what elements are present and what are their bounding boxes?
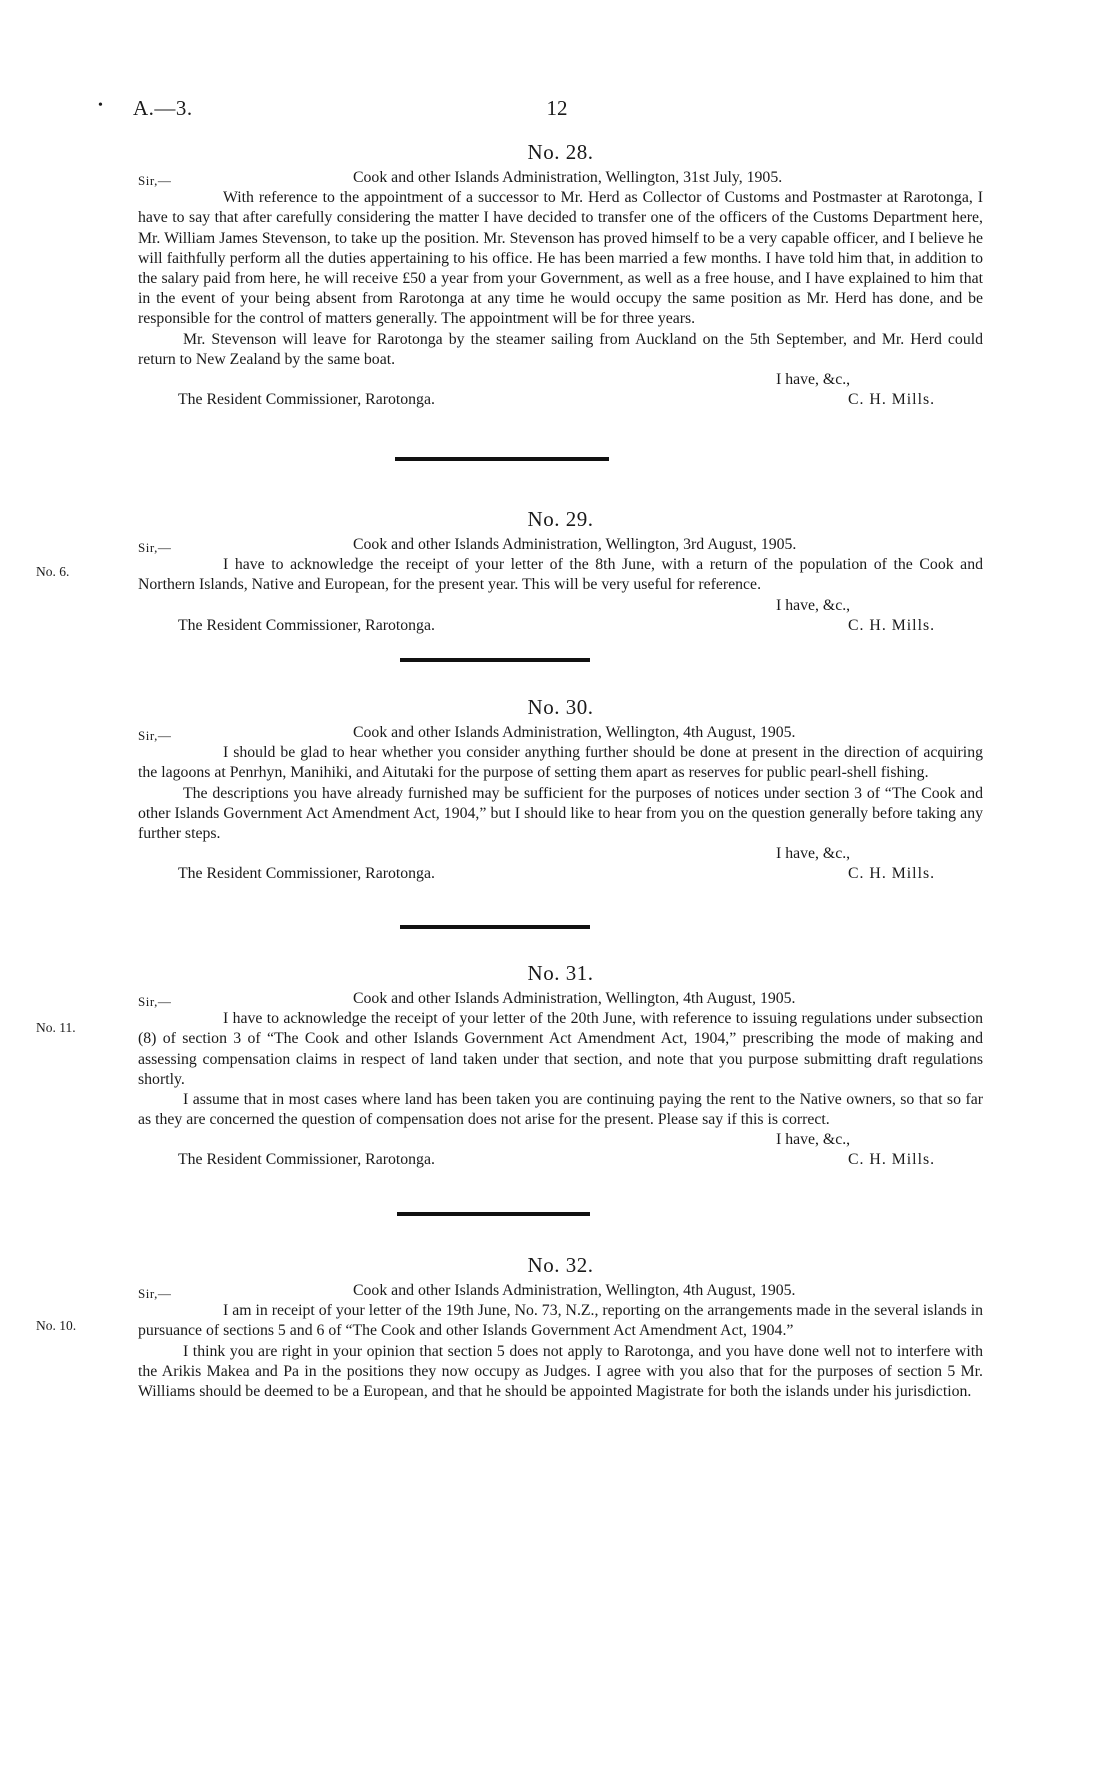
dateline: Cook and other Islands Administration, Wellington, 3rd August, 1905. bbox=[353, 536, 797, 554]
paragraph: I think you are right in your opinion that section 5 does not apply to Rarotonga, and you have done well not to interfere with the Arikis Makea and Pa in the positions they now occupy as Judges. I agree with you also that for the purposes of section 5 Mr. Williams should be deemed to be a European, and that he should be appointed Magistrate for both the islands under his jurisdiction. bbox=[138, 1342, 983, 1401]
letter-28 bbox=[138, 142, 983, 410]
salutation: Sir,— bbox=[138, 540, 172, 556]
signer: C. H. Mills. bbox=[848, 865, 936, 883]
letter-32 bbox=[138, 1255, 983, 1402]
letter-number: No. 31. bbox=[527, 961, 594, 985]
dateline: Cook and other Islands Administration, Wellington, 4th August, 1905. bbox=[353, 990, 796, 1008]
letter-30 bbox=[138, 697, 983, 884]
section-divider bbox=[400, 925, 590, 929]
signer: C. H. Mills. bbox=[848, 391, 936, 409]
letter-29 bbox=[138, 509, 983, 636]
salutation: Sir,— bbox=[138, 994, 172, 1010]
salutation: Sir,— bbox=[138, 1286, 172, 1302]
signature-block bbox=[138, 1130, 983, 1170]
paragraph: With reference to the appointment of a successor to Mr. Herd as Collector of Customs and Postmaster at Rarotonga, I have to say that after carefully considering the matter I have decided to transfer one of the officers of the Customs Department here, Mr. William James Stevenson, to take up the position. Mr. Stevenson has proved himself to be a very capable officer, and I believe he will faithfully perform all the duties appertaining to his office. He has been married a few months. I have told him that, in addition to the salary paid from here, he will receive £50 a year from your Government, as well as a free house, and I have explained to him that in the event of your being absent from Rarotonga at any time he would occupy the same position as Mr. Herd has done, and be responsible for the control of matters generally. The appointment will be for three years. bbox=[138, 189, 983, 328]
paragraph: I am in receipt of your letter of the 19th June, No. 73, N.Z., reporting on the arrangements made in the several islands in pursuance of sections 5 and 6 of “The Cook and other Islands Government Act Amendment Act, 1904.” bbox=[138, 1302, 983, 1340]
addressee: The Resident Commissioner, Rarotonga. bbox=[178, 616, 435, 634]
signature-block bbox=[138, 370, 983, 410]
letter-number: No. 30. bbox=[527, 695, 594, 719]
paragraph: I should be glad to hear whether you consider anything further should be done at present in the direction of acquiring the lagoons at Penrhyn, Manihiki, and Aitutaki for the purpose of setting them apart as reserves for public pearl-shell fishing. bbox=[138, 744, 983, 782]
letter-number: No. 29. bbox=[527, 507, 594, 531]
paragraph: Mr. Stevenson will leave for Rarotonga by the steamer sailing from Auckland on the 5th September, and Mr. Herd could return to New Zealand by the same boat. bbox=[138, 330, 983, 368]
dateline: Cook and other Islands Administration, Wellington, 4th August, 1905. bbox=[353, 1282, 796, 1300]
dateline: Cook and other Islands Administration, Wellington, 4th August, 1905. bbox=[353, 724, 796, 742]
closing: I have, &c., bbox=[776, 1131, 851, 1149]
document-reference: A.—3. bbox=[133, 96, 193, 120]
dateline: Cook and other Islands Administration, Wellington, 31st July, 1905. bbox=[353, 169, 783, 187]
signer: C. H. Mills. bbox=[848, 1151, 936, 1169]
signer: C. H. Mills. bbox=[848, 616, 936, 634]
section-divider bbox=[397, 1212, 590, 1216]
page-header bbox=[0, 96, 1114, 124]
salutation: Sir,— bbox=[138, 173, 172, 189]
addressee: The Resident Commissioner, Rarotonga. bbox=[178, 1151, 435, 1169]
closing: I have, &c., bbox=[776, 596, 851, 614]
addressee: The Resident Commissioner, Rarotonga. bbox=[178, 865, 435, 883]
page-number: 12 bbox=[546, 96, 568, 120]
addressee: The Resident Commissioner, Rarotonga. bbox=[178, 391, 435, 409]
bullet-mark: • bbox=[98, 98, 103, 113]
letter-31 bbox=[138, 963, 983, 1170]
margin-reference: No. 10. bbox=[36, 1318, 77, 1333]
letter-number: No. 32. bbox=[527, 1253, 594, 1277]
salutation: Sir,— bbox=[138, 728, 172, 744]
margin-reference: No. 6. bbox=[36, 564, 70, 579]
signature-block bbox=[138, 596, 983, 636]
section-divider bbox=[400, 658, 590, 662]
paragraph: I assume that in most cases where land has been taken you are continuing paying the rent to the Native owners, so that so far as they are concerned the question of compensation does not arise for the present. Please say if this is correct. bbox=[138, 1091, 983, 1129]
paragraph: I have to acknowledge the receipt of your letter of the 8th June, with a return of the population of the Cook and Northern Islands, Native and European, for the present year. This will be very useful for reference. bbox=[138, 556, 983, 594]
paragraph: I have to acknowledge the receipt of your letter of the 20th June, with reference to issuing regulations under subsection (8) of section 3 of “The Cook and other Islands Government Act Amendment Act, 1904,” prescribing the mode of making and assessing compensation claims in respect of land taken under that section, and note that you purpose submitting draft regulations shortly. bbox=[138, 1010, 983, 1088]
margin-reference: No. 11. bbox=[36, 1020, 76, 1035]
signature-block bbox=[138, 844, 983, 884]
section-divider bbox=[395, 457, 609, 461]
closing: I have, &c., bbox=[776, 845, 851, 863]
closing: I have, &c., bbox=[776, 371, 851, 389]
letter-number: No. 28. bbox=[527, 140, 594, 164]
paragraph: The descriptions you have already furnished may be sufficient for the purposes of notices under section 3 of “The Cook and other Islands Government Act Amendment Act, 1904,” but I should like to hear from you on the question generally before taking any further steps. bbox=[138, 784, 983, 843]
